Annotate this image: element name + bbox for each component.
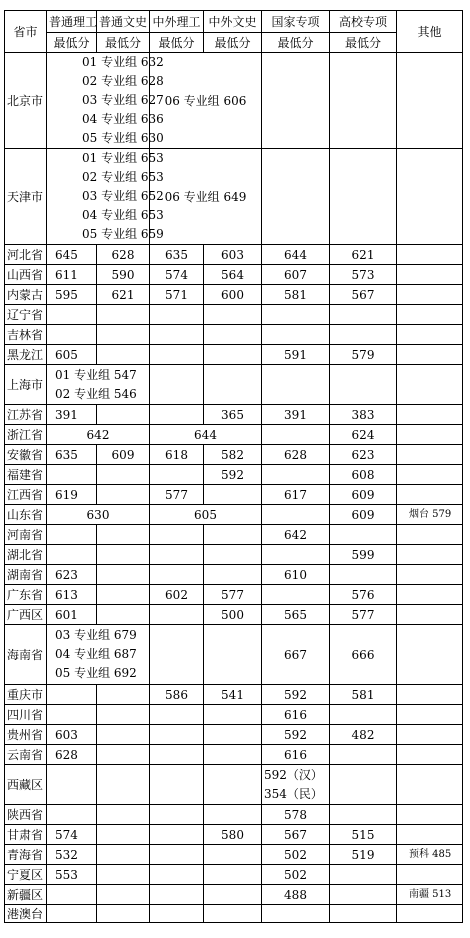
table-row <box>5 345 463 365</box>
score-cell: 500 <box>204 605 262 625</box>
table-row <box>5 265 463 285</box>
col-header-zhongwai-wenshi: 中外文史 <box>204 11 262 33</box>
score-cell: 628 <box>262 445 330 465</box>
table-row <box>5 505 463 525</box>
table-row <box>5 605 463 625</box>
province-name: 陕西省 <box>5 805 47 825</box>
score-cell: 667 <box>262 625 330 685</box>
score-min: 354（民） <box>264 786 323 801</box>
table-row <box>5 585 463 605</box>
score-cell: 623 <box>47 565 97 585</box>
score-han: 592（汉） <box>264 767 323 782</box>
score-cell: 616 <box>262 745 330 765</box>
score-cell: 642 <box>47 425 150 445</box>
score-cell: 574 <box>47 825 97 845</box>
score-cell: 391 <box>47 405 97 425</box>
score-cell: 571 <box>150 285 204 305</box>
score-cell: 567 <box>330 285 397 305</box>
province-name: 山西省 <box>5 265 47 285</box>
subheader-min-score: 最低分 <box>150 33 204 53</box>
group-score: 04 专业组 687 <box>55 647 137 661</box>
score-cell: 581 <box>262 285 330 305</box>
province-name: 上海市 <box>5 365 47 405</box>
province-name: 北京市 <box>5 53 47 149</box>
score-cell: 605 <box>47 345 97 365</box>
subheader-row <box>5 33 463 53</box>
score-cell: 619 <box>47 485 97 505</box>
score-cell: 602 <box>150 585 204 605</box>
table-row <box>5 53 463 149</box>
score-cell <box>262 765 330 805</box>
score-cell: 383 <box>330 405 397 425</box>
score-cell: 581 <box>330 685 397 705</box>
province-name: 辽宁省 <box>5 305 47 325</box>
province-name: 山东省 <box>5 505 47 525</box>
score-cell: 515 <box>330 825 397 845</box>
score-cell: 391 <box>262 405 330 425</box>
province-name: 云南省 <box>5 745 47 765</box>
group-score: 01 专业组 632 <box>82 55 164 69</box>
table-row <box>5 325 463 345</box>
subheader-min-score: 最低分 <box>47 33 97 53</box>
group-score: 03 专业组 679 <box>55 628 137 642</box>
score-cell: 666 <box>330 625 397 685</box>
score-cell: 541 <box>204 685 262 705</box>
score-cell: 578 <box>262 805 330 825</box>
province-name: 广东省 <box>5 585 47 605</box>
table-row <box>5 305 463 325</box>
group-score: 04 专业组 653 <box>82 208 164 222</box>
score-cell: 628 <box>97 245 150 265</box>
province-name: 甘肃省 <box>5 825 47 845</box>
score-cell: 502 <box>262 865 330 885</box>
score-cell: 621 <box>97 285 150 305</box>
col-header-putong-ligong: 普通理工 <box>47 11 97 33</box>
province-name: 浙江省 <box>5 425 47 445</box>
table-row <box>5 885 463 905</box>
score-cell: 482 <box>330 725 397 745</box>
table-row <box>5 905 463 923</box>
table-row <box>5 825 463 845</box>
score-cell: 635 <box>47 445 97 465</box>
score-cell: 567 <box>262 825 330 845</box>
score-cell: 519 <box>330 845 397 865</box>
table-row <box>5 465 463 485</box>
other-note: 预科 485 <box>397 845 463 865</box>
province-name: 天津市 <box>5 149 47 245</box>
col-header-putong-wenshi: 普通文史 <box>97 11 150 33</box>
province-name: 黑龙江 <box>5 345 47 365</box>
group-score-list <box>47 53 164 149</box>
table-row <box>5 745 463 765</box>
score-cell: 616 <box>262 705 330 725</box>
score-cell: 613 <box>47 585 97 605</box>
other-note: 烟台 579 <box>397 505 463 525</box>
table-row <box>5 445 463 465</box>
table-row <box>5 525 463 545</box>
zhongwai-group-score: 06 专业组 649 <box>150 149 262 245</box>
score-cell: 644 <box>150 425 262 445</box>
score-cell: 644 <box>262 245 330 265</box>
score-cell: 628 <box>47 745 97 765</box>
table-row <box>5 485 463 505</box>
admission-score-table <box>4 10 463 923</box>
score-cell: 607 <box>262 265 330 285</box>
group-score-list <box>47 365 150 405</box>
score-cell: 532 <box>47 845 97 865</box>
province-name: 四川省 <box>5 705 47 725</box>
table-row <box>5 365 463 405</box>
score-cell: 624 <box>330 425 397 445</box>
province-name: 海南省 <box>5 625 47 685</box>
score-cell: 610 <box>262 565 330 585</box>
score-cell: 564 <box>204 265 262 285</box>
subheader-min-score: 最低分 <box>330 33 397 53</box>
province-name: 宁夏区 <box>5 865 47 885</box>
group-score: 05 专业组 659 <box>82 227 164 241</box>
zhongwai-group-score: 06 专业组 606 <box>150 53 262 149</box>
score-cell: 579 <box>330 345 397 365</box>
group-score-list <box>47 625 150 685</box>
subheader-min-score: 最低分 <box>204 33 262 53</box>
province-name: 港澳台 <box>5 905 47 923</box>
score-cell: 600 <box>204 285 262 305</box>
score-cell: 611 <box>47 265 97 285</box>
score-cell: 630 <box>47 505 150 525</box>
other-note: 南疆 513 <box>397 885 463 905</box>
subheader-min-score: 最低分 <box>97 33 150 53</box>
score-cell: 565 <box>262 605 330 625</box>
province-name: 河南省 <box>5 525 47 545</box>
table-row <box>5 765 463 805</box>
group-score: 02 专业组 628 <box>82 74 164 88</box>
score-cell: 580 <box>204 825 262 845</box>
score-cell: 642 <box>262 525 330 545</box>
score-cell: 553 <box>47 865 97 885</box>
province-name: 江西省 <box>5 485 47 505</box>
score-cell: 595 <box>47 285 97 305</box>
province-name: 河北省 <box>5 245 47 265</box>
province-name: 新疆区 <box>5 885 47 905</box>
header-row <box>5 11 463 33</box>
score-cell: 590 <box>97 265 150 285</box>
score-cell: 605 <box>150 505 262 525</box>
score-cell: 618 <box>150 445 204 465</box>
table-row <box>5 865 463 885</box>
score-cell: 592 <box>204 465 262 485</box>
score-cell: 365 <box>204 405 262 425</box>
col-header-gaoxiao-zhuanxiang: 高校专项 <box>330 11 397 33</box>
score-cell: 609 <box>97 445 150 465</box>
score-cell: 621 <box>330 245 397 265</box>
score-cell: 574 <box>150 265 204 285</box>
table-row <box>5 725 463 745</box>
score-cell: 603 <box>204 245 262 265</box>
table-row <box>5 685 463 705</box>
score-cell: 591 <box>262 345 330 365</box>
table-row <box>5 285 463 305</box>
province-name: 青海省 <box>5 845 47 865</box>
score-cell: 592 <box>262 725 330 745</box>
province-name: 西藏区 <box>5 765 47 805</box>
province-name: 福建省 <box>5 465 47 485</box>
score-cell: 577 <box>204 585 262 605</box>
province-name: 吉林省 <box>5 325 47 345</box>
province-name: 安徽省 <box>5 445 47 465</box>
group-score: 03 专业组 627 <box>82 93 164 107</box>
province-name: 重庆市 <box>5 685 47 705</box>
score-cell: 573 <box>330 265 397 285</box>
table-row <box>5 705 463 725</box>
score-cell: 617 <box>262 485 330 505</box>
score-cell: 582 <box>204 445 262 465</box>
subheader-min-score: 最低分 <box>262 33 330 53</box>
province-name: 内蒙古 <box>5 285 47 305</box>
table-row <box>5 625 463 685</box>
col-header-guojia-zhuanxiang: 国家专项 <box>262 11 330 33</box>
col-header-other: 其他 <box>397 11 463 53</box>
score-cell: 576 <box>330 585 397 605</box>
table-row <box>5 149 463 245</box>
table-row <box>5 545 463 565</box>
province-name: 江苏省 <box>5 405 47 425</box>
province-name: 贵州省 <box>5 725 47 745</box>
score-cell: 645 <box>47 245 97 265</box>
table-row <box>5 245 463 265</box>
group-score: 05 专业组 692 <box>55 666 137 680</box>
table-row <box>5 405 463 425</box>
group-score: 03 专业组 652 <box>82 189 164 203</box>
group-score: 01 专业组 547 <box>55 367 137 382</box>
score-cell: 577 <box>330 605 397 625</box>
group-score: 04 专业组 636 <box>82 112 164 126</box>
col-header-zhongwai-ligong: 中外理工 <box>150 11 204 33</box>
score-cell: 609 <box>330 485 397 505</box>
group-score: 02 专业组 653 <box>82 170 164 184</box>
score-cell: 599 <box>330 545 397 565</box>
province-name: 湖南省 <box>5 565 47 585</box>
table-row <box>5 845 463 865</box>
score-cell: 603 <box>47 725 97 745</box>
score-cell: 488 <box>262 885 330 905</box>
score-cell: 635 <box>150 245 204 265</box>
province-name: 广西区 <box>5 605 47 625</box>
province-header: 省市 <box>5 11 47 53</box>
score-cell: 608 <box>330 465 397 485</box>
table-row <box>5 805 463 825</box>
group-score: 02 专业组 546 <box>55 386 137 401</box>
score-cell: 609 <box>330 505 397 525</box>
table-row <box>5 425 463 445</box>
score-cell: 592 <box>262 685 330 705</box>
table-row <box>5 565 463 585</box>
score-cell: 502 <box>262 845 330 865</box>
group-score-list <box>47 149 164 245</box>
score-cell: 601 <box>47 605 97 625</box>
province-name: 湖北省 <box>5 545 47 565</box>
group-score: 01 专业组 653 <box>82 151 164 165</box>
score-cell: 623 <box>330 445 397 465</box>
score-cell: 577 <box>150 485 204 505</box>
score-cell: 586 <box>150 685 204 705</box>
group-score: 05 专业组 630 <box>82 131 164 145</box>
